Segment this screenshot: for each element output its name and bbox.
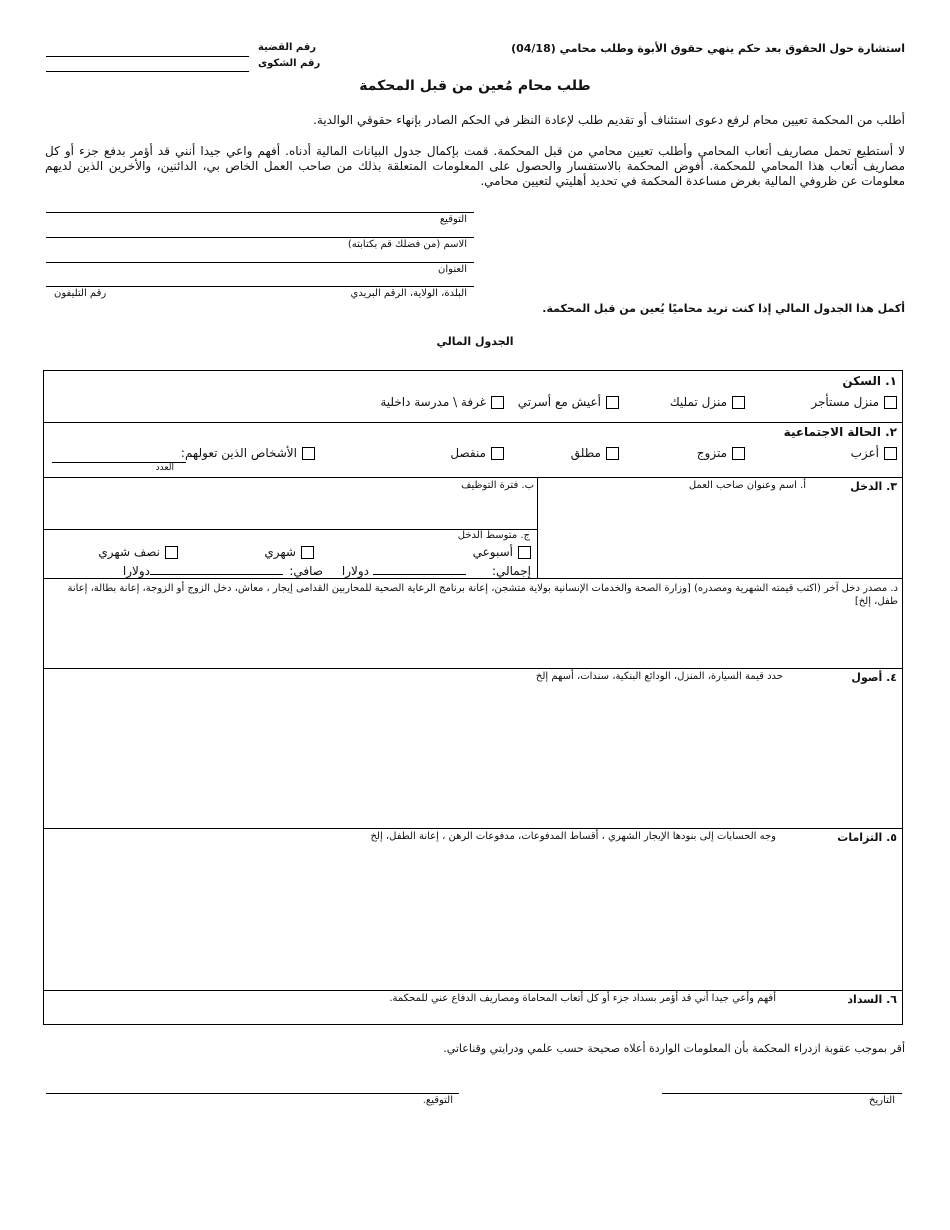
affirmation-text: أقر بموجب عقوبة ازدراء المحكمة بأن المعلومات الواردة أعلاه صحيحة حسب علمي ودرايتي وقناعاتي. — [443, 1042, 905, 1055]
city-state-zip-field[interactable] — [46, 286, 474, 287]
weekly-checkbox[interactable] — [518, 546, 531, 559]
marital-separated-checkbox[interactable] — [491, 447, 504, 460]
marital-separated-option[interactable]: منفصل — [450, 446, 504, 460]
income-column-divider — [537, 477, 538, 578]
repayment-label: ٦. السداد — [847, 993, 897, 1006]
net-label: صافي: — [289, 564, 323, 578]
assets-field[interactable] — [48, 688, 900, 824]
signature-label: التوقيع — [439, 214, 467, 225]
instruction-text: أكمل هذا الجدول المالي إذا كنت تريد محاميًا يُعين من قبل المحكمة. — [542, 302, 905, 315]
marital-divorced-checkbox[interactable] — [606, 447, 619, 460]
complaint-number-label: رقم الشكوى — [258, 58, 321, 69]
net-dollars-label: دولارا — [122, 564, 150, 578]
other-income-field[interactable] — [48, 600, 900, 666]
obligations-field[interactable] — [48, 848, 900, 986]
housing-owned-option[interactable]: منزل تمليك — [670, 395, 745, 409]
row-divider — [43, 668, 903, 669]
gross-dollars-label: دولارا — [341, 564, 369, 578]
weekly-option[interactable]: أسبوعي — [473, 545, 531, 559]
marital-label: ٢. الحالة الاجتماعية — [783, 425, 897, 439]
housing-family-option[interactable]: أعيش مع أسرتي — [518, 395, 619, 409]
footer-signature-field[interactable] — [46, 1093, 459, 1094]
income-label: ٣. الدخل — [850, 480, 897, 493]
obligations-hint: وجه الحسابات إلى بنودها الإيجار الشهري ، أقساط المدفوعات، مدفوعات الرهن ، إعانة الطفل، إلخ — [370, 831, 776, 842]
form-title: استشارة حول الحقوق بعد حكم ينهي حقوق الأبوة وطلب محامي (04/18) — [511, 42, 905, 55]
row-divider — [43, 990, 903, 991]
marital-single-option[interactable]: أعزب — [851, 446, 897, 460]
name-field[interactable] — [46, 237, 474, 238]
gross-label: إجمالي: — [491, 564, 531, 578]
city-state-zip-label: البلدة، الولاية، الرقم البريدي — [350, 288, 467, 299]
other-income-label: د. مصدر دخل آخر (اكتب قيمته الشهرية ومصدره) [وزارة الصحة والخدمات الإنسانية بولاية متشجن، إعانة برنامج الرعاية الصحية للمحاربين القدامى إيجار ، معاش، دخل الزوج أو الزوجة، إعانة بطالة، إعانة طفل، إلخ] — [67, 583, 898, 607]
dependents-checkbox[interactable] — [302, 447, 315, 460]
address-label: العنوان — [438, 264, 467, 275]
marital-divorced-option[interactable]: مطلق — [571, 446, 619, 460]
complaint-number-field[interactable] — [46, 71, 249, 72]
housing-rented-checkbox[interactable] — [884, 396, 897, 409]
phone-label: رقم التليفون — [54, 288, 107, 299]
semimonthly-option[interactable]: نصف شهري — [98, 545, 178, 559]
marital-single-checkbox[interactable] — [884, 447, 897, 460]
monthly-option[interactable]: شهري — [264, 545, 314, 559]
schedule-title: الجدول المالي — [436, 335, 514, 348]
housing-owned-checkbox[interactable] — [732, 396, 745, 409]
row-divider — [43, 422, 903, 423]
case-number-field[interactable] — [46, 56, 249, 57]
dependents-option[interactable]: الأشخاص الذين تعولهم: — [181, 446, 315, 460]
obligations-label: ٥. التزامات — [837, 831, 897, 844]
assets-label: ٤. أصول — [851, 671, 897, 684]
housing-room-checkbox[interactable] — [491, 396, 504, 409]
marital-married-checkbox[interactable] — [732, 447, 745, 460]
housing-family-checkbox[interactable] — [606, 396, 619, 409]
housing-label: ١. السكن — [842, 374, 897, 388]
case-number-label: رقم القضية — [258, 42, 317, 53]
employer-label: أ. اسم وعنوان صاحب العمل — [688, 480, 806, 491]
row-divider — [43, 578, 903, 579]
gross-amount-field[interactable] — [373, 574, 466, 575]
assets-hint: حدد قيمة السيارة، المنزل، الودائع البنكية، سندات، أسهم إلخ — [535, 671, 783, 682]
repayment-text: أفهم وأعي جيدا أني قد أؤمر بسداد جزء أو كل أتعاب المحاماة ومصاريف الدفاع عني للمحكمة. — [389, 993, 776, 1004]
average-income-label: ج. متوسط الدخل — [457, 530, 530, 541]
semimonthly-checkbox[interactable] — [165, 546, 178, 559]
date-field[interactable] — [662, 1093, 902, 1094]
signature-field[interactable] — [46, 212, 474, 213]
consent-paragraph: لا أستطيع تحمل مصاريف أتعاب المحامي وأطلب تعيين محامي من قبل المحكمة. قمت بإكمال جدول البيانات المالية أدناه. أفهم واعي جيدا أنني قد أؤمر بدفع جزء أو كل مصاريف أتعاب هذا المحامي للمحكمة. أفوض المحكمة بالاستفسار والحصول على المعلومات المتعلقة بذلك من صاحب العمل الخاص بي، الدائنين، والأخرين الذين لديهم معلومات عن ظروفي المالية بغرض مساعدة المحكمة في تحديد أهليتي لتعيين محامي. — [45, 144, 905, 188]
page-title: طلب محام مُعين من قبل المحكمة — [359, 78, 591, 94]
date-label: التاريخ — [869, 1095, 895, 1106]
housing-rented-option[interactable]: منزل مستأجر — [811, 395, 897, 409]
marital-married-option[interactable]: متزوج — [697, 446, 745, 460]
address-field[interactable] — [46, 262, 474, 263]
net-amount-field[interactable] — [150, 574, 283, 575]
monthly-checkbox[interactable] — [301, 546, 314, 559]
row-divider — [43, 477, 903, 478]
employment-period-label: ب. فترة التوظيف — [461, 480, 534, 491]
row-divider — [43, 828, 903, 829]
request-paragraph: أطلب من المحكمة تعيين محام لرفع دعوى استئناف أو تقديم طلب لإعادة النظر في الحكم الصادر بإنهاء حقوقي الوالدية. — [313, 113, 905, 127]
housing-room-option[interactable]: غرفة \ مدرسة داخلية — [380, 395, 504, 409]
footer-signature-label: التوقيع. — [422, 1095, 453, 1106]
dependents-number-label: العدد — [155, 463, 174, 473]
name-label: الاسم (من فضلك قم بكتابته) — [347, 239, 467, 250]
